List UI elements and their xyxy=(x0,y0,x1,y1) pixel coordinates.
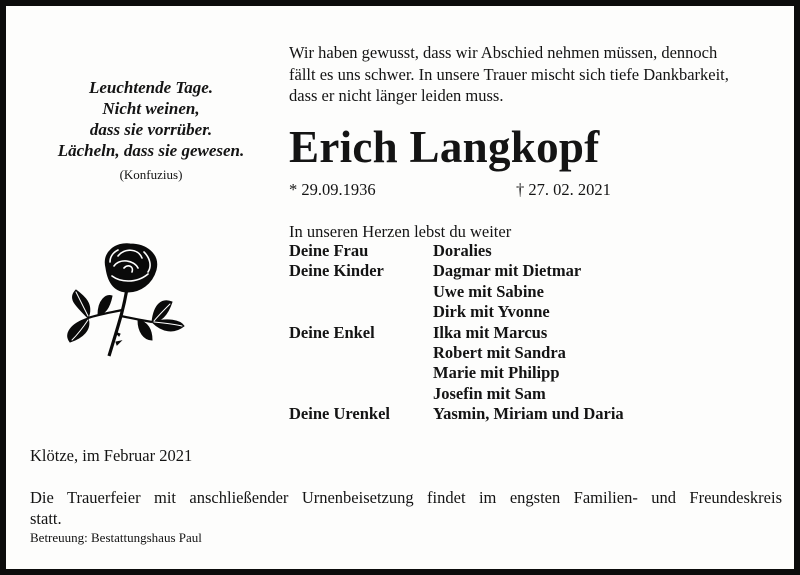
family-members: Dagmar mit Dietmar xyxy=(433,261,582,281)
family-heading: In unseren Herzen lebst du weiter xyxy=(289,222,512,241)
family-members: Ilka mit Marcus xyxy=(433,322,548,342)
family-role: Deine Frau xyxy=(289,241,369,260)
ceremony-line: statt. xyxy=(30,509,62,528)
family-role: Deine Kinder xyxy=(289,261,384,281)
family-members: Marie mit Philipp xyxy=(433,363,560,383)
place-date: Klötze, im Februar 2021 xyxy=(30,446,193,465)
poem xyxy=(34,77,268,161)
ceremony-line: Die Trauerfeier mit anschließender Urnenbeisetzung findet im engsten Familien- und Freundeskreis xyxy=(30,488,782,507)
intro-line: fällt es uns schwer. In unsere Trauer mischt sich tiefe Dankbarkeit, xyxy=(289,64,729,84)
family-members: Doralies xyxy=(433,241,492,260)
family-members: Dirk mit Yvonne xyxy=(433,302,550,322)
family-role: Deine Urenkel xyxy=(289,404,390,424)
deceased-name: Erich Langkopf xyxy=(289,122,600,172)
poem-source: (Konfuzius) xyxy=(119,167,183,182)
rose-icon xyxy=(64,238,188,362)
poem-line: dass sie vorrüber. xyxy=(89,120,213,139)
birth-date: * 29.09.1936 xyxy=(289,180,376,199)
family-role: Deine Enkel xyxy=(289,322,375,342)
death-date: † 27. 02. 2021 xyxy=(516,180,611,199)
poem-line: Nicht weinen, xyxy=(102,99,200,118)
family-members: Robert mit Sandra xyxy=(433,342,566,362)
poem-line: Lächeln, dass sie gewesen. xyxy=(57,141,245,160)
family-members: Josefin mit Sam xyxy=(433,383,546,403)
intro-line: dass er nicht länger leiden muss. xyxy=(289,86,504,105)
poem-line: Leuchtende Tage. xyxy=(88,78,214,97)
intro-line: Wir haben gewusst, dass wir Abschied nehmen müssen, dennoch xyxy=(289,43,718,62)
family-members: Uwe mit Sabine xyxy=(433,281,544,301)
intro-text xyxy=(289,42,785,107)
family-members: Yasmin, Miriam und Daria xyxy=(433,404,624,424)
funeral-home-credit: Betreuung: Bestattungshaus Paul xyxy=(30,530,202,545)
ceremony-notice xyxy=(30,487,782,529)
